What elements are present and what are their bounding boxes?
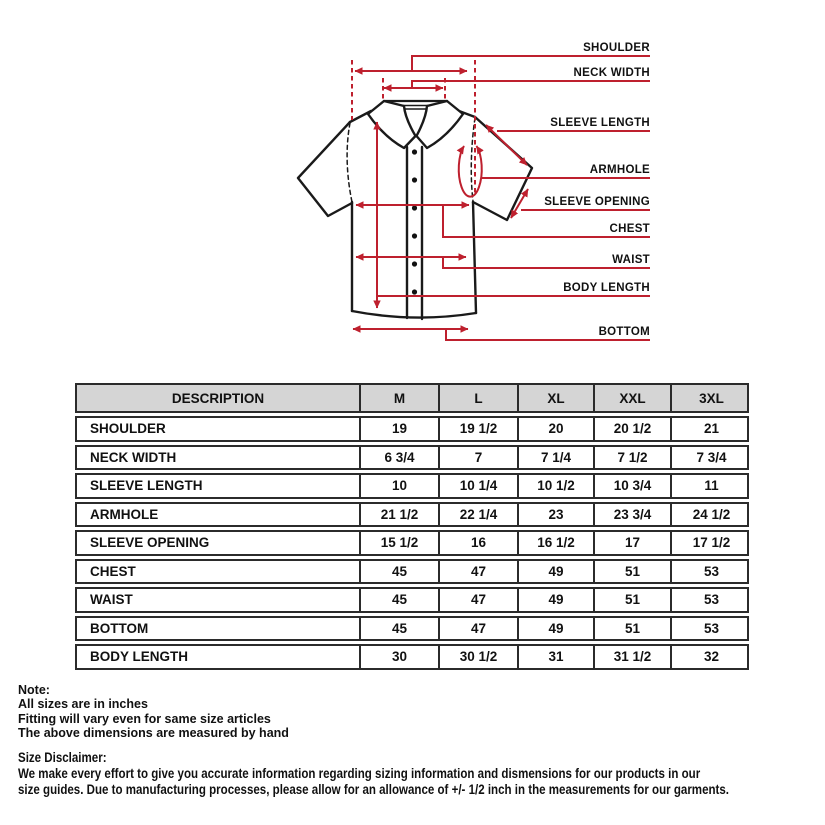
- note-line: All sizes are in inches: [18, 697, 148, 712]
- note-line: The above dimensions are measured by hand: [18, 726, 289, 741]
- cell-value: 53: [670, 618, 751, 640]
- cell-value: 47: [438, 561, 517, 583]
- collar-left-flap: [368, 101, 416, 148]
- cell-value: 45: [359, 618, 438, 640]
- row-label: SLEEVE LENGTH: [90, 478, 203, 494]
- cell-value: 10 1/2: [517, 475, 593, 497]
- cell-value: 6 3/4: [359, 447, 438, 469]
- notes-block: [18, 683, 289, 741]
- cell-value: 23 3/4: [593, 504, 670, 526]
- cell-value: 21: [670, 418, 751, 440]
- row-label: NECK WIDTH: [90, 449, 177, 465]
- cell-value: 20: [517, 418, 593, 440]
- table-row: [75, 445, 749, 471]
- notes-title: Note:: [18, 683, 50, 697]
- column-header-xl: XL: [517, 385, 593, 411]
- cell-value: 7: [438, 447, 517, 469]
- column-header-m: M: [359, 385, 438, 411]
- label-neck-width: NECK WIDTH: [573, 67, 650, 79]
- left-armhole-seam: [347, 123, 352, 202]
- left-sleeve: [298, 122, 352, 216]
- cell-value: 21 1/2: [359, 504, 438, 526]
- row-label: ARMHOLE: [90, 506, 159, 522]
- label-shoulder: SHOULDER: [583, 42, 650, 54]
- cell-value: 15 1/2: [359, 532, 438, 554]
- column-header-l: L: [438, 385, 517, 411]
- cell-value: 51: [593, 618, 670, 640]
- cell-value: 19: [359, 418, 438, 440]
- cell-value: 31 1/2: [593, 646, 670, 668]
- label-sleeve-opening: SLEEVE OPENING: [544, 196, 650, 208]
- column-header-xxl: XXL: [593, 385, 670, 411]
- row-label: WAIST: [90, 592, 133, 608]
- row-label: SHOULDER: [90, 421, 166, 437]
- row-label: CHEST: [90, 563, 136, 579]
- label-bottom: BOTTOM: [598, 326, 650, 338]
- table-row: [75, 644, 749, 670]
- cell-value: 49: [517, 589, 593, 611]
- hem: [352, 311, 476, 318]
- table-row: [75, 502, 749, 528]
- cell-value: 16: [438, 532, 517, 554]
- note-line: Fitting will vary even for same size articles: [18, 711, 271, 726]
- cell-value: 23: [517, 504, 593, 526]
- table-row: [75, 416, 749, 442]
- cell-value: 47: [438, 589, 517, 611]
- cell-value: 53: [670, 561, 751, 583]
- cell-value: 17: [593, 532, 670, 554]
- cell-value: 24 1/2: [670, 504, 751, 526]
- cell-value: 49: [517, 561, 593, 583]
- cell-value: 11: [670, 475, 751, 497]
- armhole-loop-arrow: [459, 146, 482, 197]
- label-body-length: BODY LENGTH: [563, 282, 650, 294]
- cell-value: 53: [670, 589, 751, 611]
- cell-value: 32: [670, 646, 751, 668]
- cell-value: 51: [593, 589, 670, 611]
- collar-right-flap: [417, 101, 464, 148]
- cell-value: 19 1/2: [438, 418, 517, 440]
- disclaimer-title: Size Disclaimer:: [18, 750, 107, 765]
- cell-value: 30: [359, 646, 438, 668]
- table-row: [75, 559, 749, 585]
- label-armhole: ARMHOLE: [589, 164, 650, 176]
- table-header-row: [75, 383, 749, 413]
- row-label: BOTTOM: [90, 620, 149, 636]
- table-row: [75, 587, 749, 613]
- cell-value: 20 1/2: [593, 418, 670, 440]
- cell-value: 10 3/4: [593, 475, 670, 497]
- label-chest: CHEST: [609, 223, 650, 235]
- cell-value: 22 1/4: [438, 504, 517, 526]
- cell-value: 17 1/2: [670, 532, 751, 554]
- row-label: BODY LENGTH: [90, 649, 189, 665]
- buttons: [412, 149, 417, 294]
- cell-value: 10 1/4: [438, 475, 517, 497]
- size-table: [75, 383, 749, 670]
- shirt-measurement-diagram: [0, 0, 825, 380]
- cell-value: 47: [438, 618, 517, 640]
- cell-value: 49: [517, 618, 593, 640]
- column-header-3xl: 3XL: [670, 385, 751, 411]
- cell-value: 51: [593, 561, 670, 583]
- neck-width-connector: [412, 81, 650, 87]
- disclaimer-line: size guides. Due to manufacturing processes, please allow for an allowance of +/- 1/2 inch in the measurements for our garments.: [18, 781, 730, 797]
- size-disclaimer-block: [18, 750, 729, 798]
- cell-value: 7 1/4: [517, 447, 593, 469]
- label-sleeve-length: SLEEVE LENGTH: [550, 117, 650, 129]
- column-header-description: DESCRIPTION: [171, 390, 265, 406]
- table-row: [75, 530, 749, 556]
- cell-value: 31: [517, 646, 593, 668]
- cell-value: 7 1/2: [593, 447, 670, 469]
- cell-value: 16 1/2: [517, 532, 593, 554]
- table-row: [75, 473, 749, 499]
- row-label: SLEEVE OPENING: [90, 535, 210, 551]
- cell-value: 30 1/2: [438, 646, 517, 668]
- cell-value: 45: [359, 561, 438, 583]
- cell-value: 7 3/4: [670, 447, 751, 469]
- disclaimer-line: We make every effort to give you accurate information regarding sizing information and dismensions for our products in our: [18, 765, 701, 781]
- cell-value: 10: [359, 475, 438, 497]
- label-waist: WAIST: [612, 254, 650, 266]
- table-row: [75, 616, 749, 642]
- cell-value: 45: [359, 589, 438, 611]
